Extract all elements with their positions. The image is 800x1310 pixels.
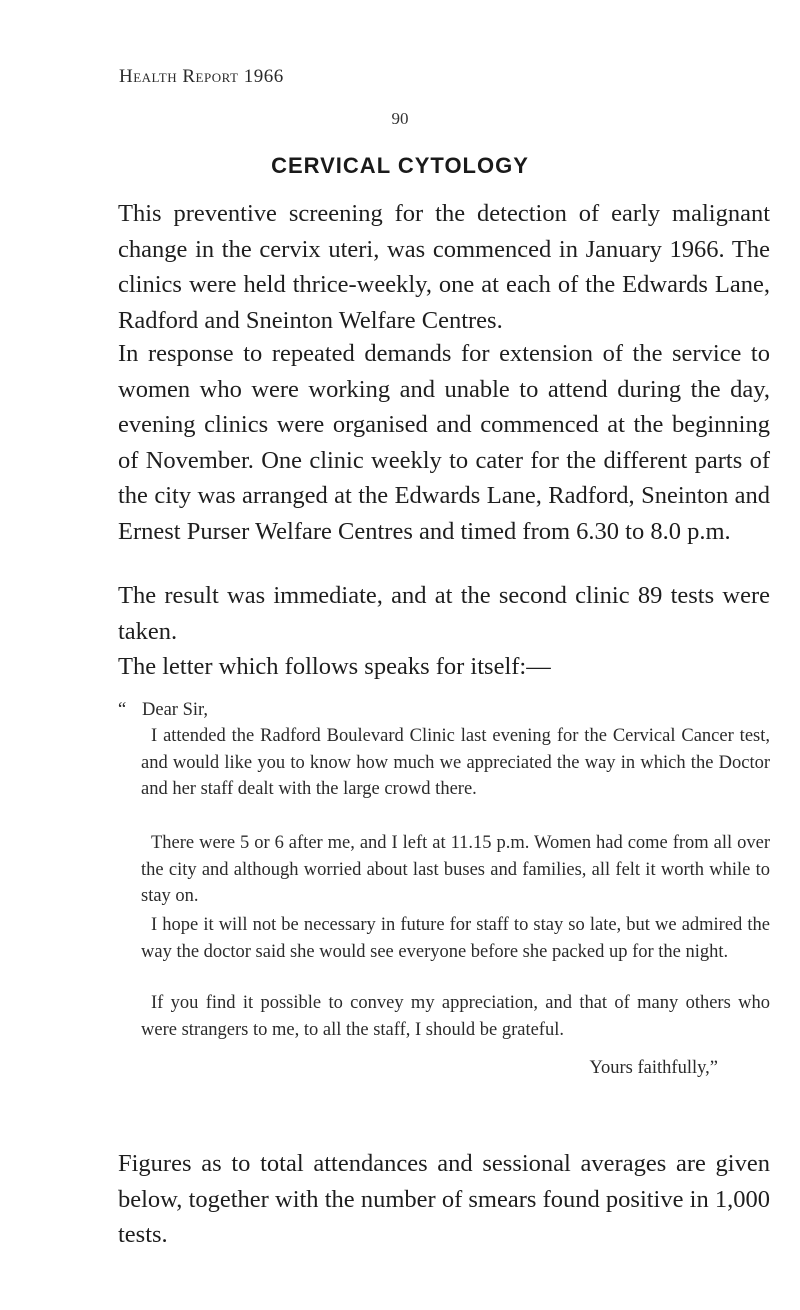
letter-paragraph-1: I attended the Radford Boulevard Clinic last evening for the Cervical Cancer test, and would like you to know how much we appreciated the way in which the Doctor and her staff dealt with the large crowd there.	[141, 726, 770, 799]
letter-open-quote: “	[118, 700, 127, 720]
page-number: 90	[391, 109, 409, 128]
quoted-letter	[118, 697, 770, 1097]
section-title: CERVICAL CYTOLOGY	[271, 153, 529, 178]
letter-paragraph-3: I hope it will not be necessary in future for staff to stay so late, but we admired the way the doctor said she would see everyone before she packed up for the night.	[141, 915, 770, 962]
running-head: Health Report 1966	[119, 66, 284, 87]
body-paragraph-2: In response to repeated demands for extension of the service to women who were working and unable to attend during the day, evening clinics were organised and commenced at the beginning of November. One clinic weekly to cater for the different parts of the city was arranged at the Edwards Lane, Radford, Sneinton and Ernest Purser Welfare Centres and timed from 6.30 to 8.0 p.m.	[118, 340, 770, 545]
body-paragraph-3: The result was immediate, and at the second clinic 89 tests were taken.	[118, 582, 770, 645]
body-paragraph-1: This preventive screening for the detection of early malignant change in the cervix uteri, was commenced in January 1966. The clinics were held thrice-weekly, one at each of the Edwards Lane, Radford and Sneinton Welfare Centres.	[118, 200, 770, 334]
letter-salutation-line	[118, 697, 770, 724]
closing-paragraph: Figures as to total attendances and sessional averages are given below, together with the number of smears found positive in 1,000 tests.	[118, 1150, 770, 1248]
letter-salutation: Dear Sir,	[142, 700, 209, 720]
letter-paragraph-4: If you find it possible to convey my appreciation, and that of many others who were strangers to me, to all the staff, I should be grateful.	[141, 993, 770, 1040]
letter-sign-off: Yours faithfully,”	[589, 1058, 718, 1078]
body-paragraph-4: The letter which follows speaks for itself:—	[118, 653, 551, 680]
letter-paragraph-2: There were 5 or 6 after me, and I left at 11.15 p.m. Women had come from all over the city and although worried about last buses and families, all felt it worth while to stay on.	[141, 833, 770, 906]
